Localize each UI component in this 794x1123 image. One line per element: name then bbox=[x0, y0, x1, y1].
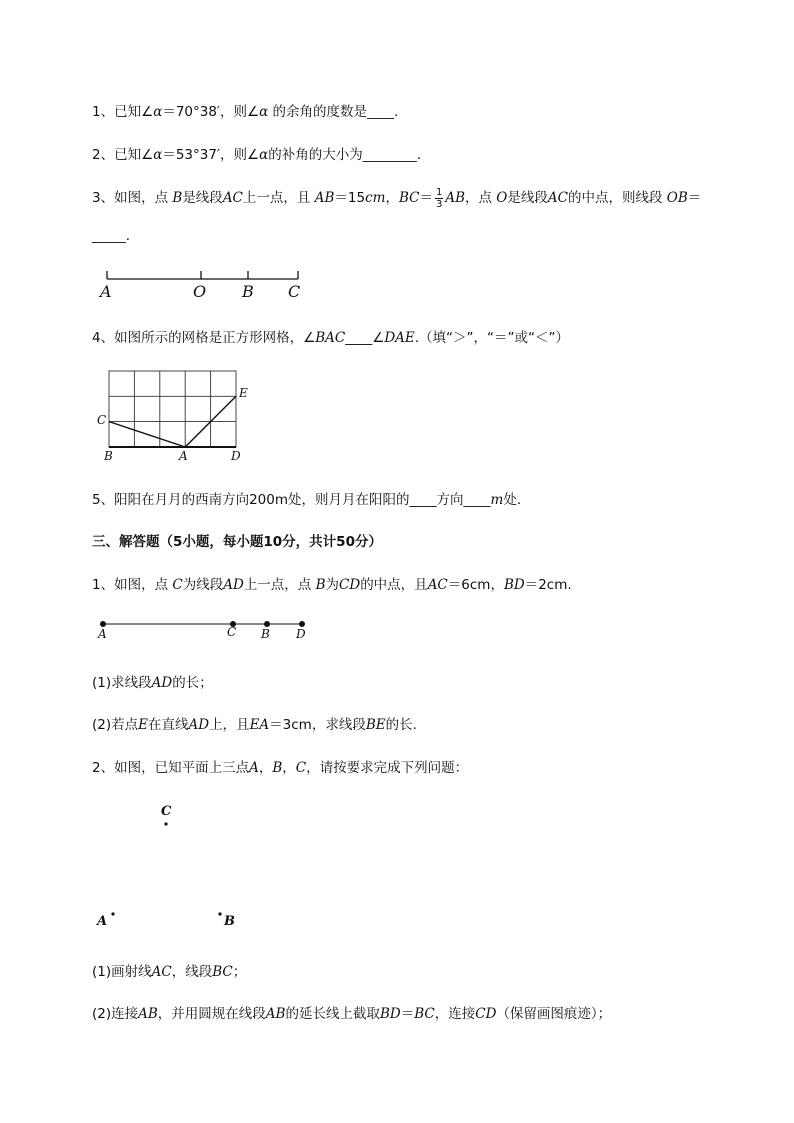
point-dot bbox=[218, 912, 221, 915]
point-label-d: D bbox=[231, 449, 241, 463]
point-c bbox=[163, 821, 169, 827]
problem-2-sub-1 bbox=[92, 960, 246, 980]
point-label-d: D bbox=[296, 627, 306, 641]
math-var: E bbox=[138, 717, 148, 733]
math-var: α bbox=[153, 104, 163, 120]
text: ＝70°38′，则∠ bbox=[162, 104, 260, 120]
question-number: 1、 bbox=[92, 577, 115, 593]
math-var: BC bbox=[212, 964, 233, 980]
text: .（填“＞”，“＝”或“＜”） bbox=[414, 330, 570, 346]
fill-in-question-5 bbox=[92, 488, 521, 508]
segment-figure-acbd bbox=[98, 617, 308, 631]
math-var: OB bbox=[666, 190, 688, 206]
math-var: CD bbox=[475, 1006, 497, 1022]
text: ，连接 bbox=[434, 1006, 476, 1022]
point-a bbox=[110, 911, 116, 917]
problem-1 bbox=[92, 573, 572, 593]
text: 阳阳在月月的西南方向200m处，则月月在阳阳的____方向____ bbox=[114, 492, 491, 508]
math-var: A bbox=[249, 760, 259, 776]
math-var: BC bbox=[398, 190, 420, 206]
square-grid bbox=[109, 371, 236, 447]
point-label-b: B bbox=[242, 282, 254, 301]
text: ____∠ bbox=[345, 330, 385, 346]
point-dot bbox=[164, 822, 167, 825]
point-dot bbox=[111, 912, 114, 915]
question-number: 2、 bbox=[92, 147, 115, 163]
problem-1-sub-1 bbox=[92, 671, 213, 691]
problem-1-sub-2 bbox=[92, 713, 417, 733]
fill-in-question-3-continuation: _____. bbox=[92, 228, 131, 244]
math-unit: cm bbox=[365, 190, 386, 206]
math-var: AD bbox=[223, 577, 244, 593]
math-var: AD bbox=[151, 675, 173, 691]
fill-in-question-3 bbox=[92, 186, 701, 210]
question-number: 4、 bbox=[92, 330, 115, 346]
math-var: α bbox=[153, 147, 163, 163]
math-var: BAC bbox=[315, 330, 346, 346]
text: 已知∠ bbox=[114, 104, 154, 120]
text: 的余角的度数是____. bbox=[268, 104, 399, 120]
text: 在直线 bbox=[147, 717, 189, 733]
text: 为 bbox=[325, 577, 340, 593]
text: 上，且 bbox=[209, 717, 250, 733]
math-var: B bbox=[172, 190, 183, 206]
text: ， bbox=[258, 760, 273, 776]
math-var: B bbox=[315, 577, 326, 593]
math-var: AB bbox=[314, 190, 335, 206]
math-var: AC bbox=[222, 190, 243, 206]
fraction-denominator: 3 bbox=[435, 198, 443, 210]
math-var: BC bbox=[414, 1006, 435, 1022]
math-var: CD bbox=[339, 577, 361, 593]
fraction-numerator: 1 bbox=[435, 186, 443, 198]
point-label-c: C bbox=[161, 804, 172, 819]
text: （保留画图痕迹）； bbox=[496, 1006, 612, 1022]
question-number: 3、 bbox=[92, 190, 115, 206]
text: 是线段 bbox=[507, 190, 548, 206]
math-var: EA bbox=[249, 717, 270, 733]
problem-2-sub-2 bbox=[92, 1002, 611, 1022]
point-label-b: B bbox=[224, 914, 235, 929]
text: ＝3cm，求线段 bbox=[269, 717, 366, 733]
text: ， bbox=[385, 190, 399, 206]
text: ，并用圆规在线段 bbox=[157, 1006, 266, 1022]
math-unit: m bbox=[490, 492, 504, 508]
math-var: AD bbox=[188, 717, 210, 733]
point-label-a: A bbox=[97, 914, 108, 929]
math-var: BD bbox=[379, 1006, 401, 1022]
point-label-c: C bbox=[288, 282, 301, 301]
text: 如图，点 bbox=[114, 577, 173, 593]
text: ， bbox=[282, 760, 296, 776]
text: ，请按要求完成下列问题： bbox=[306, 760, 469, 776]
text: ＝15 bbox=[334, 190, 366, 206]
point-label-e: E bbox=[239, 386, 248, 400]
text: 处. bbox=[503, 492, 522, 508]
text: 的中点，且 bbox=[360, 577, 428, 593]
text: ＝ bbox=[687, 190, 702, 206]
point-label-c: C bbox=[97, 413, 107, 427]
text: 如图，点 bbox=[114, 190, 173, 206]
text: ，点 bbox=[465, 190, 497, 206]
math-var: AC bbox=[547, 190, 568, 206]
text: (2)若点 bbox=[92, 717, 139, 733]
fill-in-question-1 bbox=[92, 100, 398, 120]
math-var: C bbox=[172, 577, 183, 593]
text: 的中点，则线段 bbox=[567, 190, 667, 206]
point-label-a: A bbox=[98, 627, 107, 641]
text: ； bbox=[232, 964, 247, 980]
text: 的长. bbox=[385, 717, 417, 733]
point-label-a: A bbox=[100, 282, 112, 301]
text: 如图所示的网格是正方形网格，∠ bbox=[114, 330, 316, 346]
text: ＝ bbox=[419, 190, 433, 206]
grid-figure bbox=[100, 364, 245, 454]
text: (1)画射线 bbox=[92, 964, 152, 980]
text: ＝2cm. bbox=[524, 577, 572, 593]
math-var: AB bbox=[445, 190, 465, 206]
text: 上一点，点 bbox=[243, 577, 316, 593]
math-var: BD bbox=[503, 577, 525, 593]
grid-border bbox=[109, 371, 236, 447]
math-var: α bbox=[259, 147, 269, 163]
question-number: 1、 bbox=[92, 104, 115, 120]
text: (2)连接 bbox=[92, 1006, 139, 1022]
math-var: O bbox=[496, 190, 508, 206]
line-ca bbox=[109, 422, 185, 447]
text: ＝53°37′，则∠ bbox=[162, 147, 260, 163]
fraction-one-third bbox=[435, 187, 443, 210]
question-number: 5、 bbox=[92, 492, 115, 508]
text: 如图，已知平面上三点 bbox=[114, 760, 250, 776]
text: 是线段 bbox=[182, 190, 223, 206]
point-label-o: O bbox=[193, 282, 207, 301]
math-var: B bbox=[272, 760, 283, 776]
fill-in-question-4 bbox=[92, 326, 569, 346]
text: (1)求线段 bbox=[92, 675, 152, 691]
text: 的补角的大小为________. bbox=[268, 147, 422, 163]
text: ＝6cm， bbox=[447, 577, 504, 593]
text: ，线段 bbox=[171, 964, 213, 980]
math-var: BE bbox=[365, 717, 386, 733]
math-var: AC bbox=[151, 964, 172, 980]
section-heading: 三、解答题（5小题，每小题10分，共计50分） bbox=[92, 534, 382, 550]
math-var: DAE bbox=[384, 330, 415, 346]
math-var: α bbox=[259, 104, 269, 120]
point-b bbox=[217, 911, 223, 917]
text: 为线段 bbox=[182, 577, 224, 593]
text: 的长； bbox=[172, 675, 213, 691]
text: ＝ bbox=[400, 1006, 415, 1022]
point-label-b: B bbox=[261, 627, 270, 641]
fill-in-question-2 bbox=[92, 143, 421, 163]
math-var: AC bbox=[427, 577, 448, 593]
math-var: C bbox=[295, 760, 307, 776]
point-label-c: C bbox=[227, 625, 237, 639]
problem-2 bbox=[92, 756, 468, 776]
text: 已知∠ bbox=[114, 147, 154, 163]
point-label-a: A bbox=[179, 449, 188, 463]
math-var: AB bbox=[265, 1006, 286, 1022]
text: 的延长线上截取 bbox=[285, 1006, 380, 1022]
text: 上一点，且 bbox=[242, 190, 315, 206]
point-label-b: B bbox=[104, 449, 113, 463]
math-var: AB bbox=[138, 1006, 158, 1022]
question-number: 2、 bbox=[92, 760, 115, 776]
